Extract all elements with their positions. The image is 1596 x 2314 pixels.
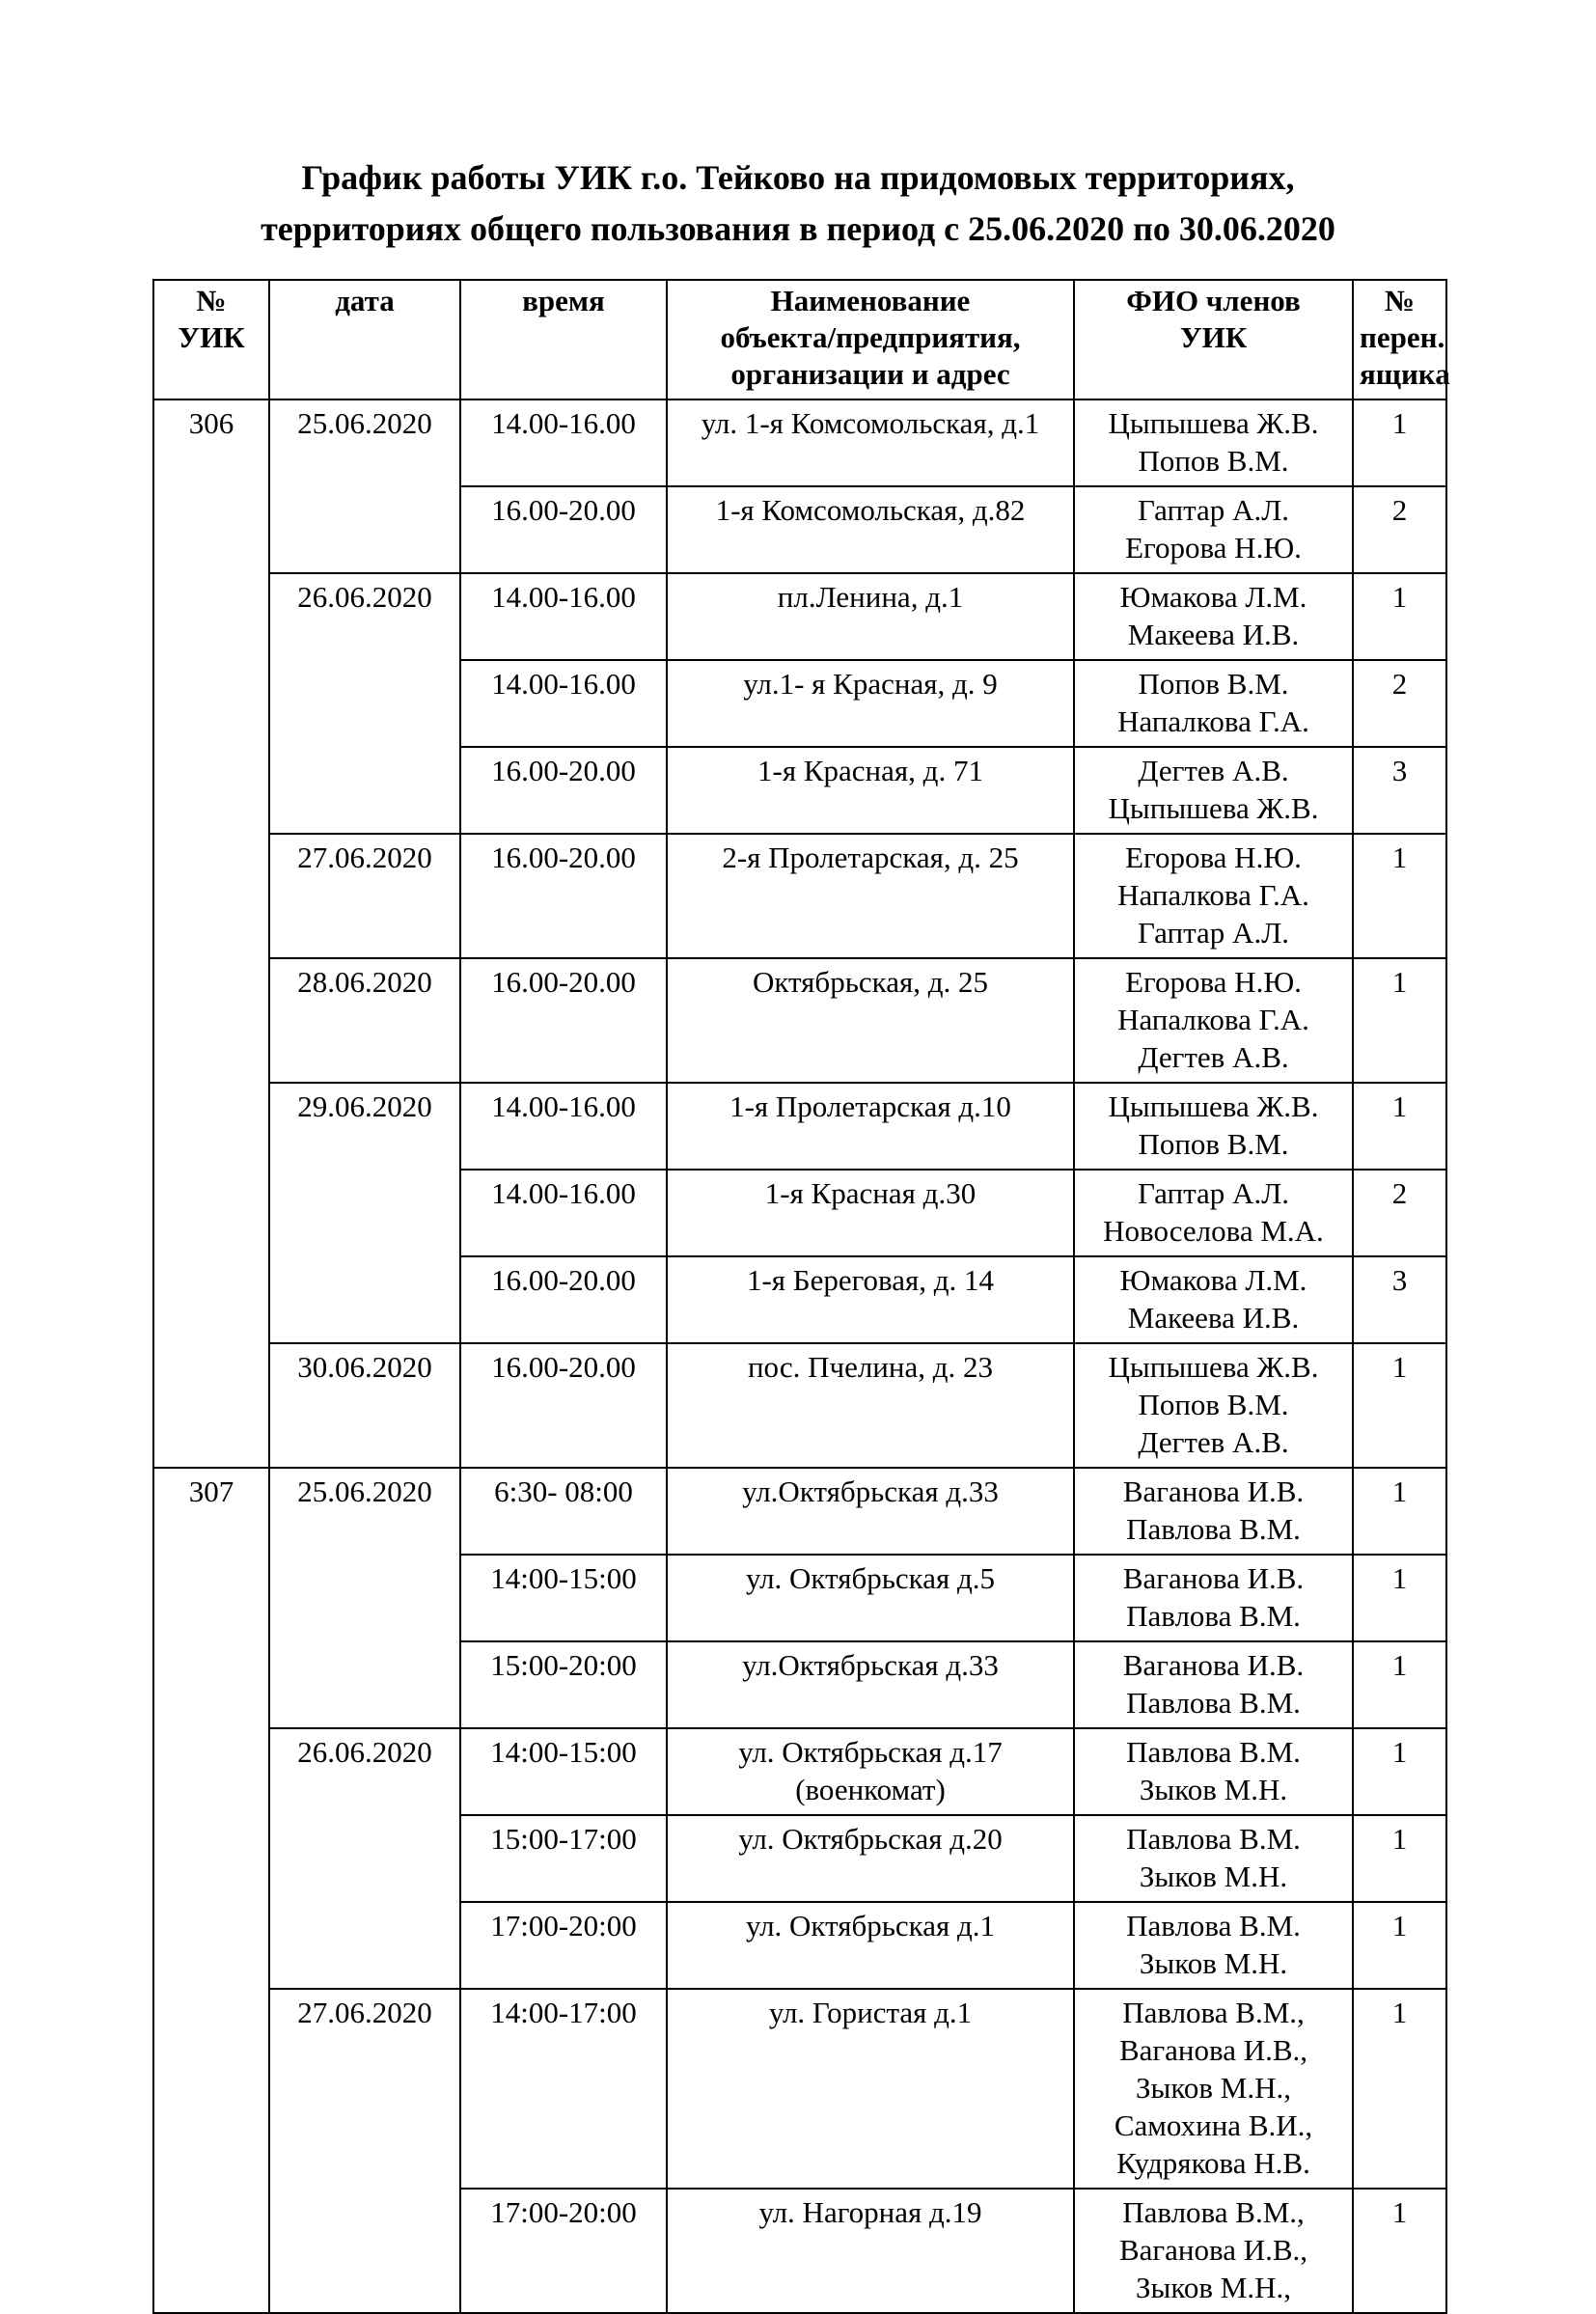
place-cell <box>667 1902 1074 1989</box>
member-name: Ваганова И.В. <box>1122 1648 1305 1682</box>
uik-number: 307 <box>153 1468 269 2313</box>
box-number-cell: 3 <box>1353 1256 1446 1343</box>
box-number-cell: 1 <box>1353 2189 1446 2313</box>
place-cell <box>667 1555 1074 1641</box>
member-name: Напалкова Г.А. <box>1117 1003 1309 1036</box>
header-place: Наименование объекта/предприятия, организации и адрес <box>667 280 1074 399</box>
members-cell <box>1074 1641 1353 1728</box>
date-cell: 28.06.2020 <box>269 958 460 1083</box>
time-cell: 14.00-16.00 <box>460 399 667 486</box>
header-uik: № УИК <box>153 280 269 399</box>
member-name: Зыков М.Н. <box>1139 1773 1288 1806</box>
place-cell <box>667 958 1074 1083</box>
members-cell <box>1074 1555 1353 1641</box>
member-name: Дегтев А.В. <box>1138 1425 1289 1459</box>
place-line: 2-я Пролетарская, д. 25 <box>722 840 1019 874</box>
place-line: 1-я Береговая, д. 14 <box>746 1263 995 1297</box>
time-cell: 15:00-17:00 <box>460 1815 667 1902</box>
member-name: Гаптар А.Л. <box>1138 493 1289 527</box>
table-row <box>153 573 1446 660</box>
member-name: Попов В.М. <box>1138 1388 1289 1421</box>
member-name: Дегтев А.В. <box>1138 754 1289 787</box>
member-name: Зыков М.Н., <box>1136 2071 1291 2105</box>
member-name: Макеева И.В. <box>1127 1301 1300 1335</box>
place-line: пл.Ленина, д.1 <box>777 580 964 614</box>
member-name: Юмакова Л.М. <box>1119 580 1307 614</box>
date-cell: 29.06.2020 <box>269 1083 460 1343</box>
member-name: Егорова Н.Ю. <box>1125 840 1302 874</box>
place-line: ул. 1-я Комсомольская, д.1 <box>701 406 1040 440</box>
time-cell: 6:30- 08:00 <box>460 1468 667 1555</box>
member-name: Кудрякова Н.В. <box>1116 2146 1310 2180</box>
time-cell: 16.00-20.00 <box>460 1343 667 1468</box>
member-name: Зыков М.Н. <box>1139 1946 1288 1980</box>
member-name: Павлова В.М. <box>1126 1822 1301 1856</box>
member-name: Цыпышева Ж.В. <box>1108 1350 1319 1384</box>
members-cell <box>1074 1256 1353 1343</box>
time-cell: 16.00-20.00 <box>460 486 667 573</box>
time-cell: 14.00-16.00 <box>460 1170 667 1256</box>
table-row <box>153 1728 1446 1815</box>
members-cell <box>1074 399 1353 486</box>
table-row <box>153 834 1446 958</box>
member-name: Павлова В.М., <box>1122 1996 1305 2029</box>
time-cell: 16.00-20.00 <box>460 834 667 958</box>
place-line: ул.Октябрьская д.33 <box>742 1474 999 1508</box>
place-line: ул. Октябрьская д.5 <box>745 1561 996 1595</box>
members-cell <box>1074 1902 1353 1989</box>
time-cell: 15:00-20:00 <box>460 1641 667 1728</box>
box-number-cell: 1 <box>1353 1641 1446 1728</box>
place-cell <box>667 834 1074 958</box>
place-cell <box>667 573 1074 660</box>
header-time: время <box>460 280 667 399</box>
date-cell: 25.06.2020 <box>269 399 460 573</box>
members-cell <box>1074 486 1353 573</box>
member-name: Напалкова Г.А. <box>1117 878 1309 912</box>
box-number-cell: 1 <box>1353 1555 1446 1641</box>
member-name: Новоселова М.А. <box>1103 1214 1324 1248</box>
members-cell <box>1074 1170 1353 1256</box>
box-number-cell: 3 <box>1353 747 1446 834</box>
place-cell <box>667 660 1074 747</box>
member-name: Павлова В.М., <box>1122 2195 1305 2229</box>
members-cell <box>1074 1728 1353 1815</box>
date-cell: 27.06.2020 <box>269 1989 460 2313</box>
member-name: Павлова В.М. <box>1126 1599 1301 1633</box>
box-number-cell: 1 <box>1353 399 1446 486</box>
box-number-cell: 1 <box>1353 573 1446 660</box>
member-name: Гаптар А.Л. <box>1138 916 1289 950</box>
uik-number: 306 <box>153 399 269 1468</box>
members-cell <box>1074 660 1353 747</box>
place-cell <box>667 1170 1074 1256</box>
members-cell <box>1074 747 1353 834</box>
place-line: ул. Нагорная д.19 <box>758 2195 982 2229</box>
table-row <box>153 1083 1446 1170</box>
member-name: Ваганова И.В. <box>1122 1561 1305 1595</box>
place-cell <box>667 399 1074 486</box>
place-cell <box>667 1728 1074 1815</box>
table-row <box>153 1468 1446 1555</box>
place-line: ул. Гористая д.1 <box>768 1996 973 2029</box>
member-name: Самохина В.И., <box>1114 2108 1313 2142</box>
place-cell <box>667 747 1074 834</box>
time-cell: 17:00-20:00 <box>460 2189 667 2313</box>
place-cell <box>667 1641 1074 1728</box>
members-cell <box>1074 573 1353 660</box>
document-title-line-1: График работы УИК г.о. Тейково на придомовых территориях, <box>301 158 1295 197</box>
date-cell: 27.06.2020 <box>269 834 460 958</box>
place-line: Октябрьская, д. 25 <box>753 965 988 999</box>
place-cell <box>667 1343 1074 1468</box>
place-cell <box>667 1256 1074 1343</box>
member-name: Цыпышева Ж.В. <box>1108 1089 1319 1123</box>
table-row <box>153 1343 1446 1468</box>
member-name: Попов В.М. <box>1138 1127 1289 1161</box>
place-cell <box>667 1815 1074 1902</box>
box-number-cell: 2 <box>1353 1170 1446 1256</box>
place-line: ул. Октябрьская д.20 <box>738 1822 1003 1856</box>
document-title-line-2: территориях общего пользования в период с 25.06.2020 по 30.06.2020 <box>261 209 1335 248</box>
member-name: Егорова Н.Ю. <box>1125 965 1302 999</box>
place-line: (военкомат) <box>795 1773 946 1806</box>
time-cell: 14.00-16.00 <box>460 1083 667 1170</box>
members-cell <box>1074 834 1353 958</box>
table-row <box>153 1989 1446 2189</box>
date-cell: 26.06.2020 <box>269 573 460 834</box>
header-date: дата <box>269 280 460 399</box>
box-number-cell: 1 <box>1353 1343 1446 1468</box>
header-members: ФИО членов УИК <box>1074 280 1353 399</box>
member-name: Цыпышева Ж.В. <box>1108 791 1319 825</box>
place-line: ул.Октябрьская д.33 <box>742 1648 999 1682</box>
members-cell <box>1074 1468 1353 1555</box>
box-number-cell: 1 <box>1353 1902 1446 1989</box>
member-name: Попов В.М. <box>1138 444 1289 478</box>
place-line: 1-я Пролетарская д.10 <box>729 1089 1011 1123</box>
table-row <box>153 399 1446 486</box>
member-name: Зыков М.Н. <box>1139 1859 1288 1893</box>
member-name: Павлова В.М. <box>1126 1686 1301 1720</box>
members-cell <box>1074 1343 1353 1468</box>
place-line: 1-я Красная д.30 <box>764 1176 977 1210</box>
box-number-cell: 1 <box>1353 1468 1446 1555</box>
place-cell <box>667 1989 1074 2189</box>
box-number-cell: 1 <box>1353 1815 1446 1902</box>
member-name: Павлова В.М. <box>1126 1512 1301 1546</box>
time-cell: 14.00-16.00 <box>460 660 667 747</box>
member-name: Юмакова Л.М. <box>1119 1263 1307 1297</box>
time-cell: 16.00-20.00 <box>460 747 667 834</box>
box-number-cell: 1 <box>1353 1728 1446 1815</box>
time-cell: 16.00-20.00 <box>460 1256 667 1343</box>
time-cell: 14:00-17:00 <box>460 1989 667 2189</box>
members-cell <box>1074 2189 1353 2313</box>
member-name: Цыпышева Ж.В. <box>1108 406 1319 440</box>
place-line: 1-я Красная, д. 71 <box>757 754 983 787</box>
place-line: 1-я Комсомольская, д.82 <box>715 493 1026 527</box>
member-name: Павлова В.М. <box>1126 1909 1301 1942</box>
place-line: ул. Октябрьская д.17 <box>738 1735 1003 1769</box>
place-line: пос. Пчелина, д. 23 <box>747 1350 994 1384</box>
place-line: ул.1- я Красная, д. 9 <box>743 667 998 701</box>
members-cell <box>1074 1989 1353 2189</box>
box-number-cell: 1 <box>1353 834 1446 958</box>
date-cell: 26.06.2020 <box>269 1728 460 1989</box>
place-cell <box>667 486 1074 573</box>
members-cell <box>1074 1815 1353 1902</box>
date-cell: 25.06.2020 <box>269 1468 460 1728</box>
box-number-cell: 2 <box>1353 660 1446 747</box>
box-number-cell: 2 <box>1353 486 1446 573</box>
place-cell <box>667 1468 1074 1555</box>
member-name: Ваганова И.В., <box>1118 2233 1308 2267</box>
time-cell: 16.00-20.00 <box>460 958 667 1083</box>
time-cell: 17:00-20:00 <box>460 1902 667 1989</box>
time-cell: 14:00-15:00 <box>460 1728 667 1815</box>
box-number-cell: 1 <box>1353 1083 1446 1170</box>
time-cell: 14:00-15:00 <box>460 1555 667 1641</box>
place-cell <box>667 2189 1074 2313</box>
member-name: Ваганова И.В., <box>1118 2033 1308 2067</box>
members-cell <box>1074 958 1353 1083</box>
member-name: Ваганова И.В. <box>1122 1474 1305 1508</box>
date-cell: 30.06.2020 <box>269 1343 460 1468</box>
member-name: Напалкова Г.А. <box>1117 704 1309 738</box>
member-name: Павлова В.М. <box>1126 1735 1301 1769</box>
header-box: № перен. ящика <box>1353 280 1446 399</box>
member-name: Макеева И.В. <box>1127 618 1300 651</box>
table-header-row <box>153 280 1446 399</box>
box-number-cell: 1 <box>1353 958 1446 1083</box>
table-row <box>153 958 1446 1083</box>
place-line: ул. Октябрьская д.1 <box>745 1909 996 1942</box>
time-cell: 14.00-16.00 <box>460 573 667 660</box>
place-cell <box>667 1083 1074 1170</box>
member-name: Зыков М.Н., <box>1136 2271 1291 2304</box>
schedule-table <box>152 279 1450 2314</box>
box-number-cell: 1 <box>1353 1989 1446 2189</box>
member-name: Дегтев А.В. <box>1138 1040 1289 1074</box>
member-name: Попов В.М. <box>1138 667 1289 701</box>
member-name: Гаптар А.Л. <box>1138 1176 1289 1210</box>
member-name: Егорова Н.Ю. <box>1125 531 1302 565</box>
members-cell <box>1074 1083 1353 1170</box>
